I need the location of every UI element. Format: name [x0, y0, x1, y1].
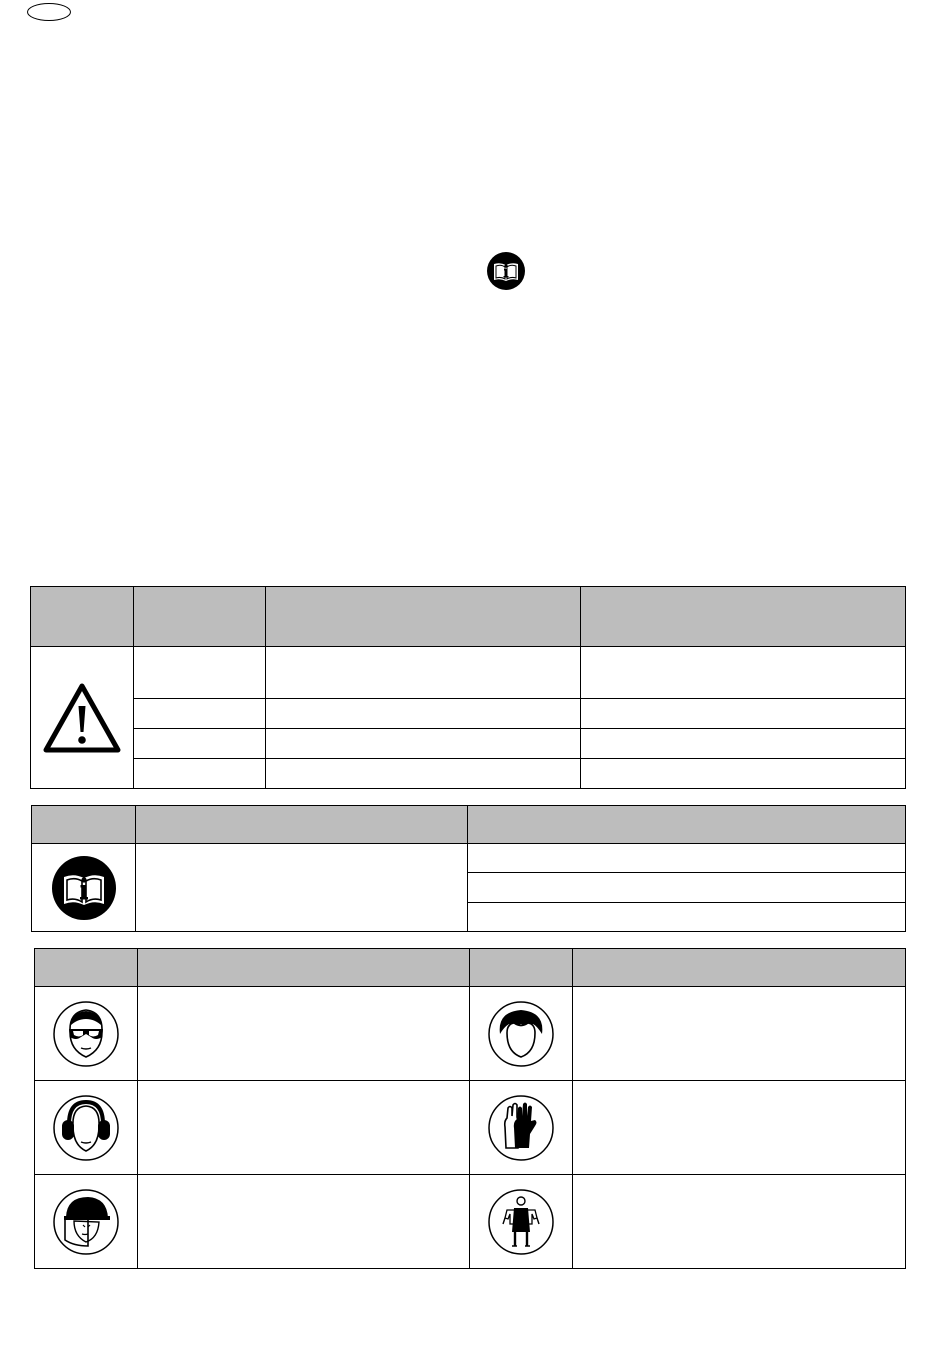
ppe-table-header [35, 949, 906, 987]
safety-goggles-icon [52, 1000, 120, 1068]
meaning-cell [266, 699, 581, 729]
info-table [31, 805, 906, 932]
header-cell [31, 587, 134, 647]
signal-word-cell [134, 759, 266, 789]
header-cell [138, 949, 470, 987]
ppe-text-cell [138, 987, 470, 1081]
symbol-cell [35, 1175, 138, 1269]
ppe-table [34, 948, 906, 1269]
read-manual-icon [486, 251, 526, 291]
info-table-header [32, 806, 906, 844]
table-row [31, 699, 906, 729]
symbol-cell [470, 987, 573, 1081]
ppe-text-cell [573, 1081, 906, 1175]
header-cell [573, 949, 906, 987]
symbol-cell [470, 1175, 573, 1269]
header-cell [470, 949, 573, 987]
symbol-cell [31, 647, 134, 789]
info-item-cell [468, 844, 906, 873]
meaning-cell [266, 759, 581, 789]
ppe-text-cell [138, 1081, 470, 1175]
table-row [35, 1081, 906, 1175]
warning-triangle-icon [42, 682, 122, 754]
header-cell [581, 587, 906, 647]
table-row [31, 647, 906, 699]
signal-word-cell [134, 647, 266, 699]
header-cell [32, 806, 136, 844]
consequence-cell [581, 729, 906, 759]
read-manual-icon [51, 855, 117, 921]
table-row [31, 729, 906, 759]
consequence-cell [581, 647, 906, 699]
header-cell [136, 806, 468, 844]
hazard-table-header [31, 587, 906, 647]
language-badge [27, 3, 71, 21]
ear-protection-icon [52, 1094, 120, 1162]
hazard-table [30, 586, 906, 789]
ppe-text-cell [573, 1175, 906, 1269]
consequence-cell [581, 759, 906, 789]
meaning-cell [266, 729, 581, 759]
face-shield-helmet-icon [52, 1188, 120, 1256]
header-cell [468, 806, 906, 844]
info-item-cell [468, 903, 906, 932]
symbol-cell [470, 1081, 573, 1175]
table-row [31, 759, 906, 789]
header-cell [266, 587, 581, 647]
table-row [32, 844, 906, 873]
signal-word-cell [134, 729, 266, 759]
ppe-text-cell [573, 987, 906, 1081]
symbol-cell [32, 844, 136, 932]
info-item-cell [468, 873, 906, 903]
symbol-cell [35, 987, 138, 1081]
header-cell [35, 949, 138, 987]
ppe-text-cell [138, 1175, 470, 1269]
protective-gloves-icon [487, 1094, 555, 1162]
symbol-cell [35, 1081, 138, 1175]
protective-apron-icon [487, 1188, 555, 1256]
consequence-cell [581, 699, 906, 729]
header-cell [134, 587, 266, 647]
table-row [35, 987, 906, 1081]
meaning-cell [266, 647, 581, 699]
info-description-cell [136, 844, 468, 932]
table-row [35, 1175, 906, 1269]
signal-word-cell [134, 699, 266, 729]
hair-net-icon [487, 1000, 555, 1068]
